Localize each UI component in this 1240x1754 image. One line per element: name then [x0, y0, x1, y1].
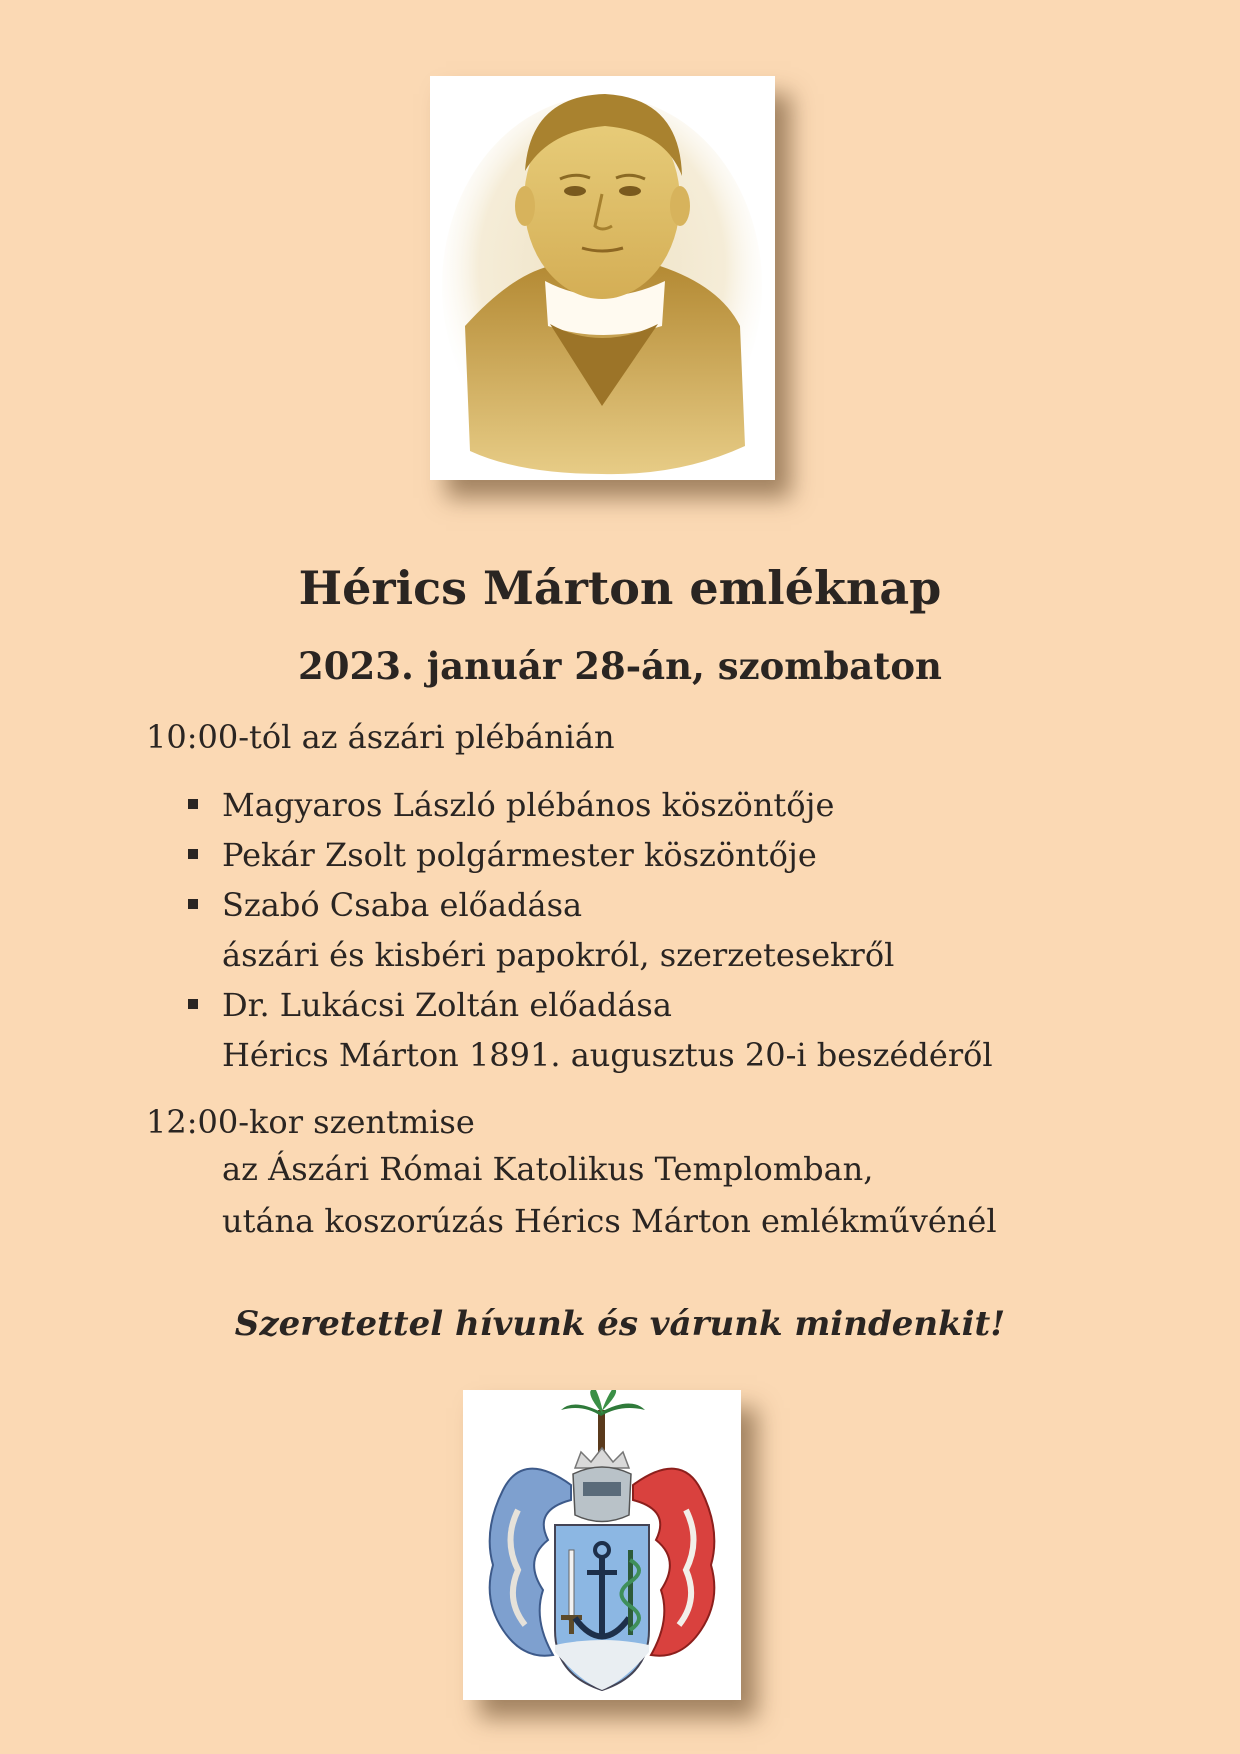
list-item — [182, 880, 993, 980]
noon-line-2: utána koszorúzás Hérics Márton emlékművénél — [222, 1202, 997, 1240]
event-date: 2023. január 28-án, szombaton — [298, 644, 942, 688]
program-item-detail: Hérics Márton 1891. augusztus 20-i beszédéről — [222, 1036, 993, 1074]
program-item-detail: ászári és kisbéri papokról, szerzetesekről — [222, 936, 895, 974]
program-item-label: Magyaros László plébános köszöntője — [222, 786, 835, 824]
portrait-photo — [430, 76, 775, 480]
bullet-icon — [188, 999, 198, 1009]
event-title: Hérics Márton emléknap — [298, 561, 942, 615]
invitation-text: Szeretettel hívunk és várunk mindenkit! — [234, 1304, 1006, 1344]
bullet-icon — [188, 799, 198, 809]
bullet-icon — [188, 899, 198, 909]
list-item — [182, 830, 993, 880]
noon-heading: 12:00-kor szentmise — [146, 1103, 475, 1141]
program-item-label: Pekár Zsolt polgármester köszöntője — [222, 836, 817, 874]
bullet-icon — [188, 849, 198, 859]
list-item — [182, 780, 993, 830]
program-item-label: Dr. Lukácsi Zoltán előadása — [222, 986, 672, 1024]
coat-of-arms-image — [463, 1390, 741, 1700]
program-item-label: Szabó Csaba előadása — [222, 886, 583, 924]
list-item — [182, 980, 993, 1080]
noon-line-1: az Ászári Római Katolikus Templomban, — [222, 1150, 874, 1188]
morning-heading: 10:00-tól az ászári plébánián — [146, 718, 615, 756]
program-list — [182, 780, 993, 1080]
